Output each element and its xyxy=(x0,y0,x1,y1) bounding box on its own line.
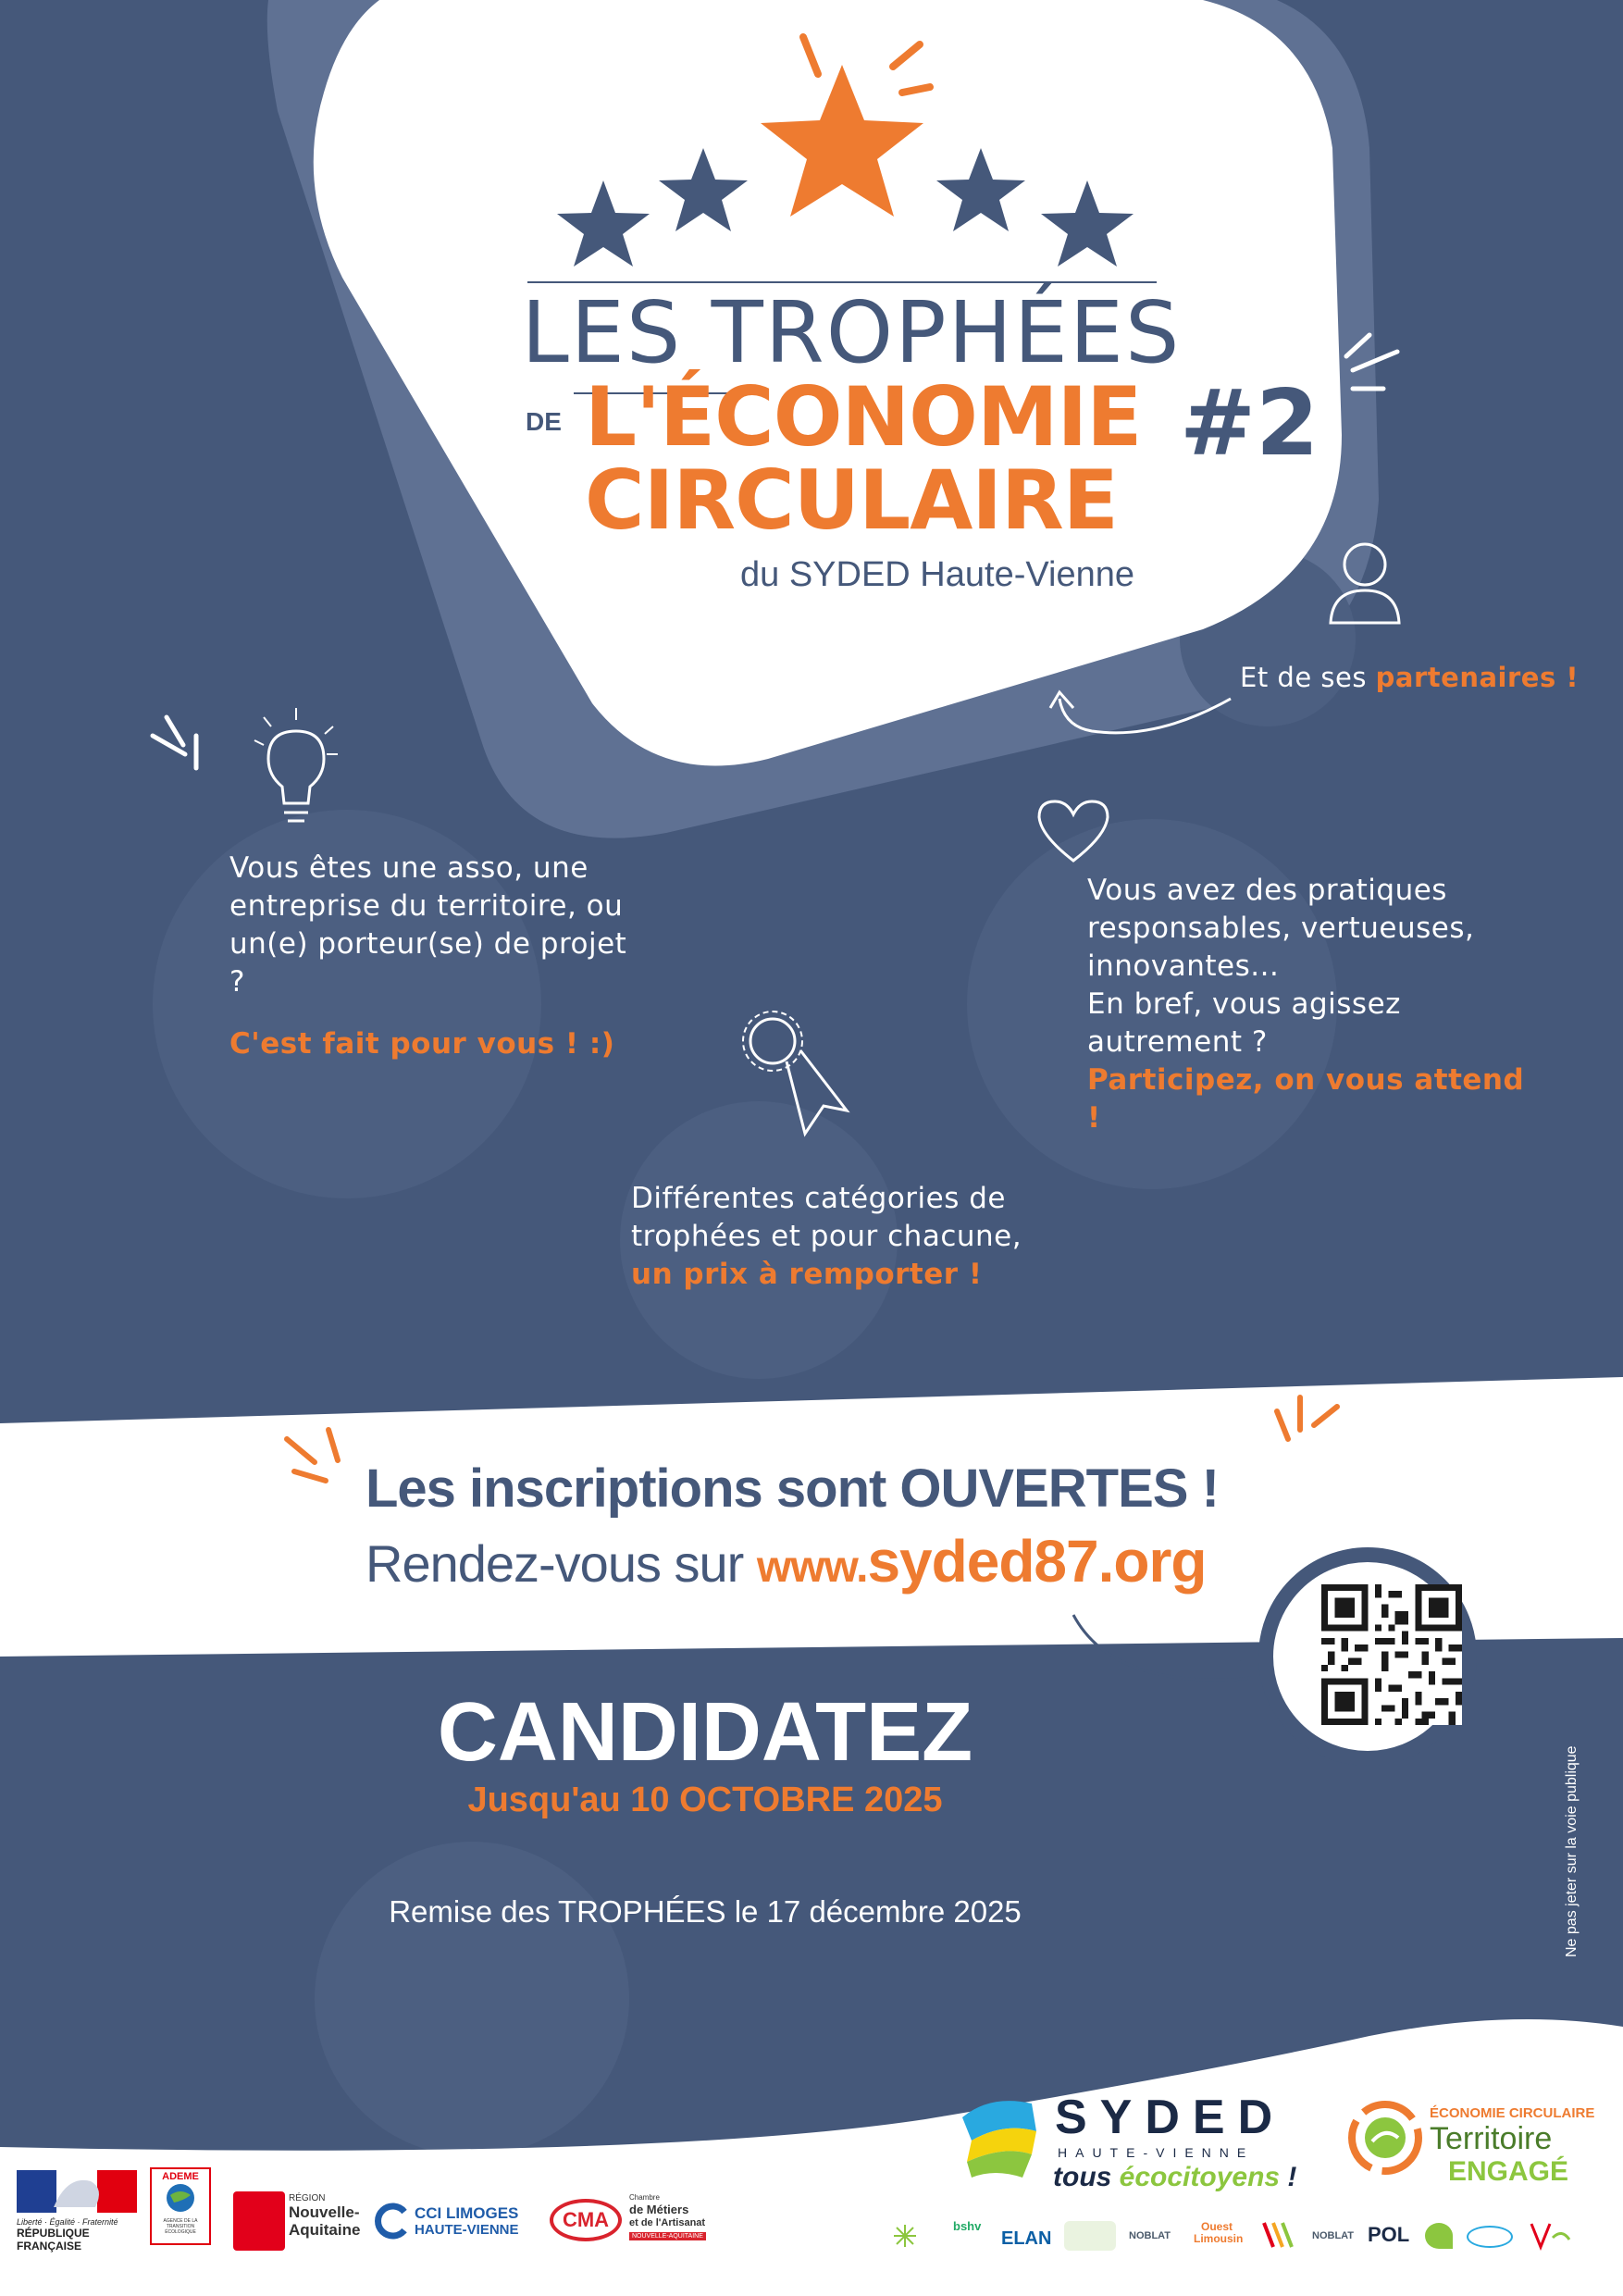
block-center xyxy=(631,1180,1057,1294)
block-center-text: Différentes catégories de trophées et pour chacune, xyxy=(631,1182,1022,1253)
syded-tagline-3: ! xyxy=(1280,2162,1297,2192)
republique-motto: Liberté · Égalité · Fraternité xyxy=(17,2217,118,2227)
region-pre: RÉGION xyxy=(289,2193,326,2203)
title-block xyxy=(518,283,1184,382)
partner-logo-3 xyxy=(1258,2219,1295,2251)
side-note: Ne pas jeter sur la voie publique xyxy=(1564,1745,1580,1957)
block-right-text-2: En bref, vous agissez autrement ? xyxy=(1087,987,1401,1059)
block-right-text-1: Vous avez des pratiques responsables, vertueuses, innovantes... xyxy=(1087,874,1475,983)
title-line-3: CIRCULAIRE xyxy=(585,453,1118,548)
star-icon xyxy=(557,180,650,267)
syded-logo-mark xyxy=(953,2090,1046,2182)
block-right xyxy=(1087,872,1531,1137)
block-left-text: Vous êtes une asso, une entreprise du territoire, ou un(e) porteur(se) de projet ? xyxy=(229,851,627,999)
partner-logo-4 xyxy=(1425,2223,1453,2249)
partners-text: Et de ses xyxy=(1240,662,1376,693)
star-icon xyxy=(936,148,1025,231)
partner-logo-6 xyxy=(1527,2219,1573,2251)
ademe-name: ADEME xyxy=(162,2171,199,2182)
candidate-deadline: Jusqu'au 10 OCTOBRE 2025 xyxy=(467,1781,943,1819)
region-name-1: Nouvelle- xyxy=(289,2203,360,2221)
syded-sub: HAUTE-VIENNE xyxy=(1058,2145,1255,2160)
lightbulb-icon xyxy=(245,703,347,833)
syded-tagline-1: tous xyxy=(1053,2162,1120,2192)
title-number: #2 xyxy=(1180,371,1319,477)
cma-name-4: NOUVELLE-AQUITAINE xyxy=(629,2232,706,2240)
title-line-2: L'ÉCONOMIE xyxy=(585,369,1142,465)
cci-name-1: CCI LIMOGES xyxy=(415,2204,519,2222)
partner-logo-pol: POL xyxy=(1368,2223,1410,2246)
user-icon xyxy=(1323,535,1406,637)
url-www[interactable]: www. xyxy=(756,1543,868,1592)
republique-name: RÉPUBLIQUE FRANÇAISE xyxy=(17,2227,90,2253)
block-left xyxy=(229,850,637,1063)
syded-name: SYDED xyxy=(1055,2091,1286,2144)
region-name-2: Aquitaine xyxy=(289,2221,361,2239)
partner-logo-2 xyxy=(1064,2221,1116,2251)
syded-tagline xyxy=(1053,2162,1296,2193)
partner-logo-elan: ELAN xyxy=(1001,2228,1052,2249)
marianne-icon xyxy=(17,2170,137,2213)
block-left-highlight: C'est fait pour vous ! :) xyxy=(229,1027,615,1061)
title-de: DE xyxy=(526,407,562,436)
republique-logo xyxy=(17,2170,146,2253)
title-sub: du SYDED Haute-Vienne xyxy=(740,555,1134,594)
cma-name-2: de Métiers xyxy=(629,2203,689,2216)
candidate-heading: CANDIDATEZ xyxy=(437,1686,973,1779)
banner-line-2 xyxy=(365,1527,1206,1595)
ademe-sub: AGENCE DE LA TRANSITION ÉCOLOGIQUE xyxy=(163,2218,198,2235)
url-link[interactable]: syded87.org xyxy=(867,1528,1207,1595)
medal-icon xyxy=(736,1004,856,1152)
banner-line-1: Les inscriptions sont OUVERTES ! xyxy=(365,1458,1219,1519)
region-lion-icon xyxy=(233,2191,285,2251)
partner-logo-noblat-2: NOBLAT xyxy=(1312,2230,1355,2241)
partner-logo-noblat-1: NOBLAT xyxy=(1129,2230,1171,2241)
block-center-highlight: un prix à remporter ! xyxy=(631,1258,983,1291)
partner-logo-bshv: bshv xyxy=(953,2219,982,2233)
globe-icon xyxy=(165,2182,196,2214)
territoire-bottom: ENGAGÉ xyxy=(1448,2156,1569,2187)
cma-name-1: Chambre xyxy=(629,2193,660,2202)
partners-highlight: partenaires ! xyxy=(1375,662,1580,693)
cma-name-3: et de l'Artisanat xyxy=(629,2217,706,2228)
heart-icon xyxy=(1032,794,1115,868)
block-right-highlight: Participez, on vous attend ! xyxy=(1087,1063,1525,1135)
ademe-logo xyxy=(150,2167,211,2245)
star-icon xyxy=(761,65,923,217)
territoire-top: ÉCONOMIE CIRCULAIRE xyxy=(1430,2105,1595,2121)
syded-tagline-2: écocitoyens xyxy=(1119,2162,1281,2192)
partner-logo-5 xyxy=(1467,2226,1513,2248)
partner-logo-ouest: Ouest Limousin xyxy=(1194,2220,1244,2245)
star-icon xyxy=(1041,180,1134,267)
title-line-1: LES TROPHÉES xyxy=(521,283,1182,382)
cci-name-2: HAUTE-VIENNE xyxy=(415,2222,519,2238)
banner-prefix: Rendez-vous sur xyxy=(365,1534,757,1593)
territoire-logo-mark xyxy=(1346,2099,1424,2177)
star-icon xyxy=(659,148,748,231)
cci-icon xyxy=(375,2203,412,2240)
ceremony-text: Remise des TROPHÉES le 17 décembre 2025 xyxy=(389,1894,1022,1929)
partner-logo-1 xyxy=(886,2221,923,2251)
partners-note xyxy=(1240,659,1579,697)
cma-logo: CMA xyxy=(550,2199,622,2241)
candidate-block xyxy=(0,1686,1623,1820)
territoire-mid: Territoire xyxy=(1430,2121,1553,2156)
